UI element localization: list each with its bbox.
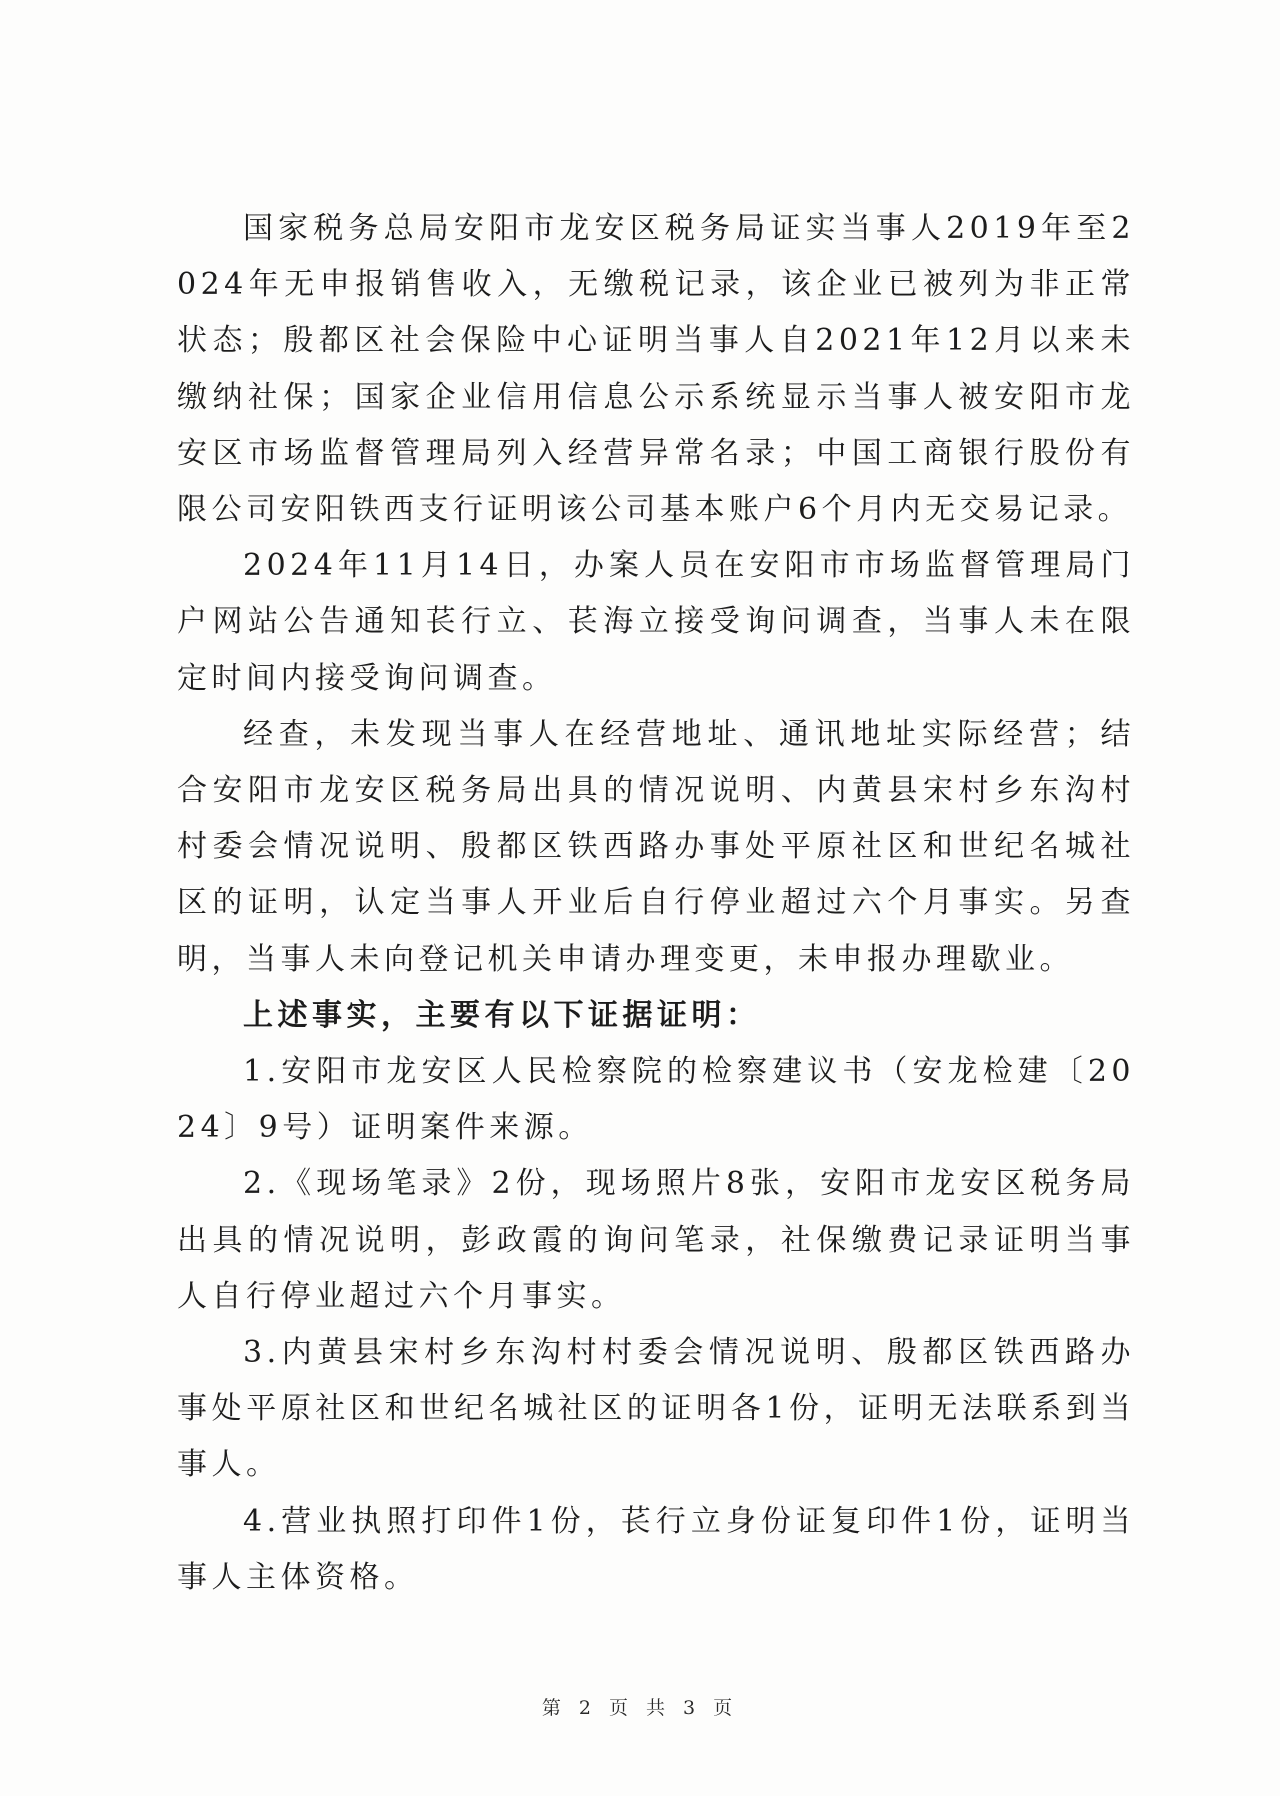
paragraph-tax-evidence: 国家税务总局安阳市龙安区税务局证实当事人2019年至2024年无申报销售收入，无缴税记录，该企业已被列为非正常状态；殷都区社会保险中心证明当事人自2021年12月以来未缴纳社保；国家企业信用信息公示系统显示当事人被安阳市龙安区市场监督管理局列入经营异常名录；中国工商银行股份有限公司安阳铁西支行证明该公司基本账户6个月内无交易记录。 bbox=[177, 211, 1135, 528]
document-body bbox=[177, 201, 1135, 1606]
evidence-item-1: 1.安阳市龙安区人民检察院的检察建议书（安龙检建〔2024〕9号）证明案件来源。 bbox=[177, 1054, 1135, 1146]
page-number-footer: 第 2 页 共 3 页 bbox=[541, 1697, 739, 1719]
evidence-item-3: 3.内黄县宋村乡东沟村村委会情况说明、殷都区铁西路办事处平原社区和世纪名城社区的证明各1份，证明无法联系到当事人。 bbox=[177, 1335, 1135, 1483]
evidence-heading: 上述事实，主要有以下证据证明： bbox=[243, 997, 761, 1033]
evidence-item-4: 4.营业执照打印件1份，苌行立身份证复印件1份，证明当事人主体资格。 bbox=[177, 1503, 1135, 1595]
paragraph-investigation: 经查，未发现当事人在经营地址、通讯地址实际经营；结合安阳市龙安区税务局出具的情况说明、内黄县宋村乡东沟村村委会情况说明、殷都区铁西路办事处平原社区和世纪名城社区的证明，认定当事人开业后自行停业超过六个月事实。另查明，当事人未向登记机关申请办理变更，未申报办理歇业。 bbox=[177, 716, 1135, 977]
paragraph-notice: 2024年11月14日，办案人员在安阳市市场监督管理局门户网站公告通知苌行立、苌海立接受询问调查，当事人未在限定时间内接受询问调查。 bbox=[177, 548, 1135, 696]
evidence-item-2: 2.《现场笔录》2份，现场照片8张，安阳市龙安区税务局出具的情况说明，彭政霞的询问笔录，社保缴费记录证明当事人自行停业超过六个月事实。 bbox=[177, 1166, 1135, 1314]
